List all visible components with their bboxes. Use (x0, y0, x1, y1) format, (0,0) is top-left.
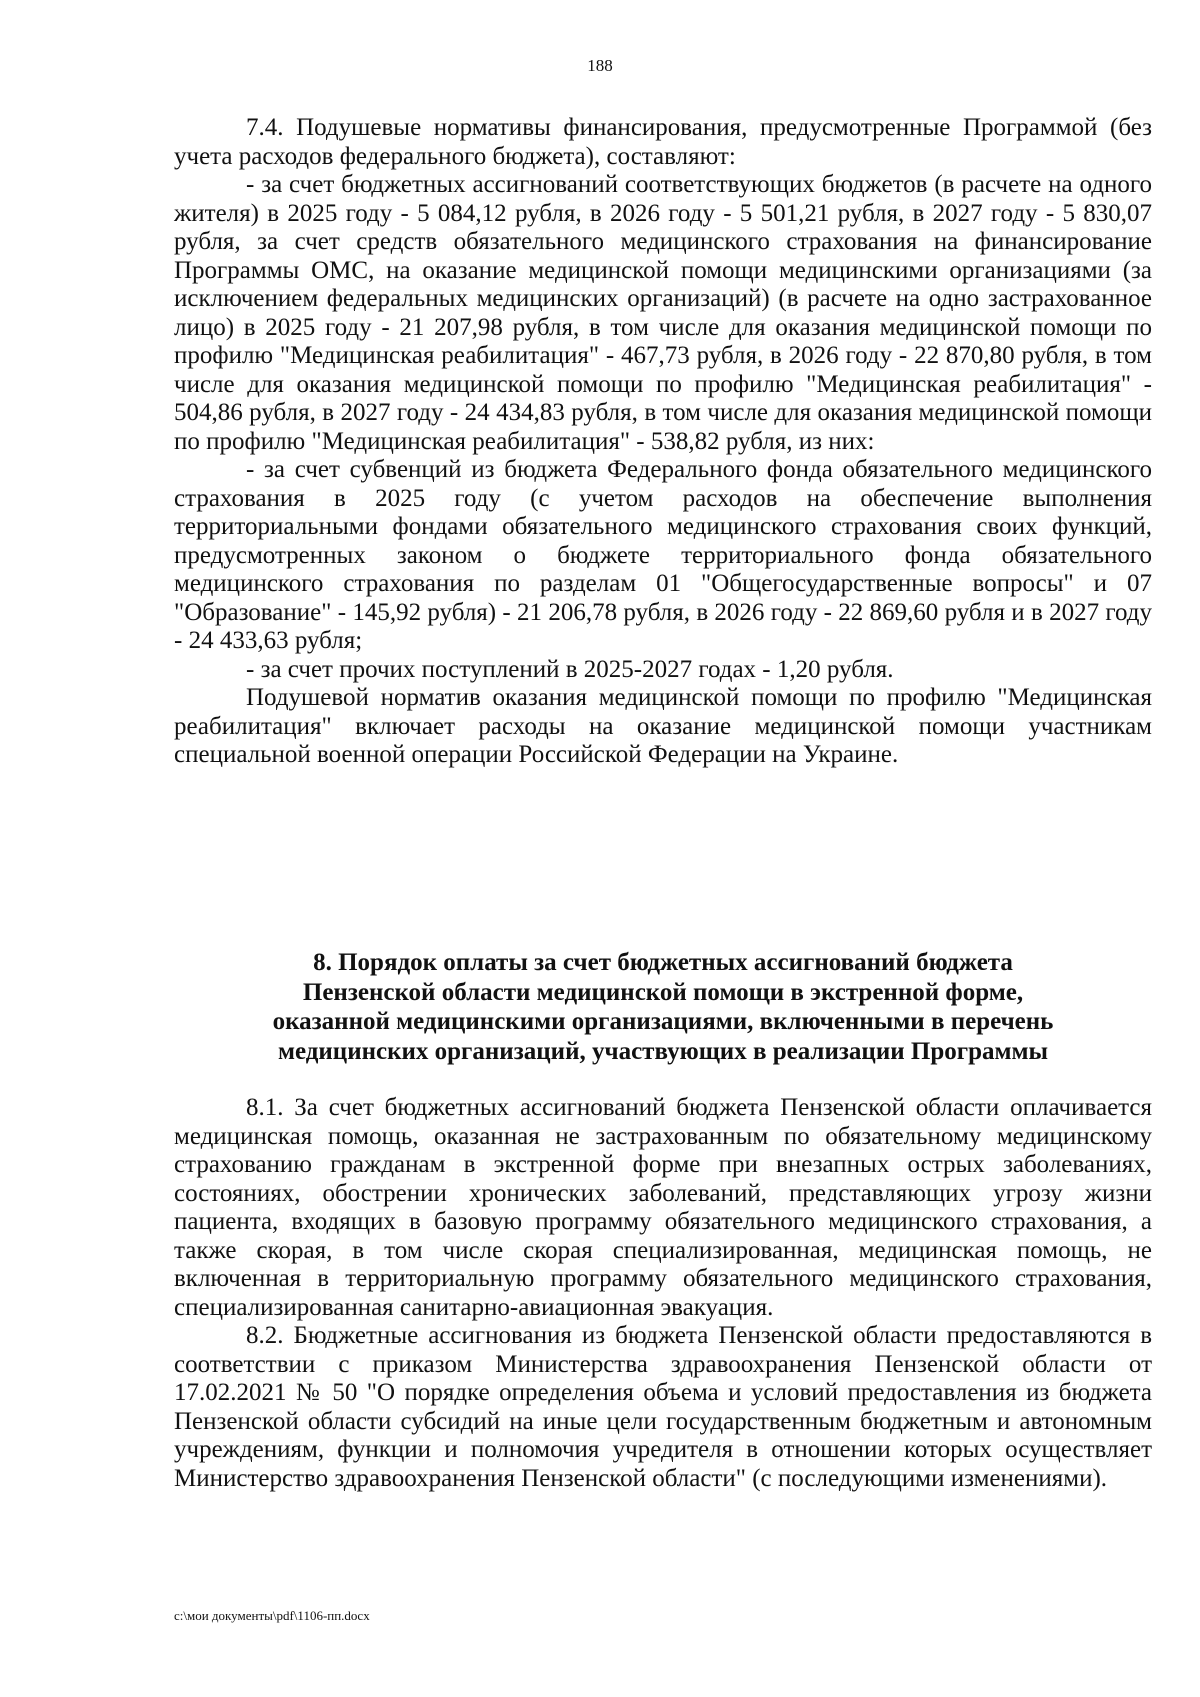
heading-line: 8. Порядок оплаты за счет бюджетных ассигнований бюджета (313, 949, 1013, 976)
paragraph-other-income: - за счет прочих поступлений в 2025-2027 годах - 1,20 рубля. (246, 655, 894, 683)
paragraph-budget-allocations: - за счет бюджетных ассигнований соответствующих бюджетов (в расчете на одного жителя) в 2025 году - 5 084,12 рубля, в 2026 году - 5 501,21 рубля, в 2027 году - 5 830,07 рубля, за счет средств обязательного медицинского страхования на финансирование Программы ОМС, на оказание медицинской помощи медицинскими организациями (за исключением федеральных медицинских организаций) (в расчете на одно застрахованное лицо) в 2025 году - 21 207,98 рубля, в том числе для оказания медицинской помощи по профилю "Медицинская реабилитация" - 467,73 рубля, в 2026 году - 22 870,80 рубля, в том числе для оказания медицинской помощи по профилю "Медицинская реабилитация" - 504,86 рубля, в 2027 году - 24 434,83 рубля, в том числе для оказания медицинской помощи по профилю "Медицинская реабилитация" - 538,82 рубля, из них: (174, 171, 1152, 455)
heading-line: медицинских организаций, участвующих в реализации Программы (277, 1037, 1049, 1065)
heading-line: оказанной медицинскими организациями, включенными в перечень (272, 1008, 1054, 1035)
paragraph-subventions: - за счет субвенций из бюджета Федерального фонда обязательного медицинского страхования в 2025 году (с учетом расходов на обеспечение выполнения территориальными фондами обязательного медицинского страхования своих функций, предусмотренных законом о бюджете территориального фонда обязательного медицинского страхования по разделам 01 "Общегосударственные вопросы" и 07 "Образование" - 145,92 рубля) - 21 206,78 рубля, в 2026 году - 22 869,60 рубля и в 2027 году - 24 433,63 рубля; (174, 456, 1152, 654)
paragraph-7-4-intro: 7.4. Подушевые нормативы финансирования, предусмотренные Программой (без учета расходов федерального бюджета), составляют: (174, 114, 1152, 170)
section-8-heading (174, 948, 1152, 1066)
paragraph-rehabilitation-norm: Подушевой норматив оказания медицинской помощи по профилю "Медицинская реабилитация" включает расходы на оказание медицинской помощи участникам специальной военной операции Российской Федерации на Украине. (174, 684, 1152, 768)
paragraph-8-1: 8.1. За счет бюджетных ассигнований бюджета Пензенской области оплачивается медицинская помощь, оказанная не застрахованным по обязательному медицинскому страхованию гражданам в экстренной форме при внезапных острых заболеваниях, состояниях, обострении хронических заболеваний, представляющих угрозу жизни пациента, входящих в базовую программу обязательного медицинского страхования, а также скорая, в том числе скорая специализированная, медицинская помощь, не включенная в территориальную программу обязательного медицинского страхования, специализированная санитарно-авиационная эвакуация. (174, 1094, 1152, 1321)
section-7-text (174, 114, 1152, 770)
heading-line: Пензенской области медицинской помощи в экстренной форме, (302, 978, 1024, 1006)
footer-file-path: c:\мои документы\pdf\1106-пп.docx (174, 1608, 370, 1623)
section-8-text (174, 1094, 1152, 1493)
page-number: 188 (587, 56, 613, 75)
paragraph-8-2: 8.2. Бюджетные ассигнования из бюджета Пензенской области предоставляются в соответствии с приказом Министерства здравоохранения Пензенской области от 17.02.2021 № 50 "О порядке определения объема и условий предоставления из бюджета Пензенской области субсидий на иные цели государственным бюджетным и автономным учреждениям, функции и полномочия учредителя в отношении которых осуществляет Министерство здравоохранения Пензенской области" (с последующими изменениями). (174, 1322, 1152, 1492)
